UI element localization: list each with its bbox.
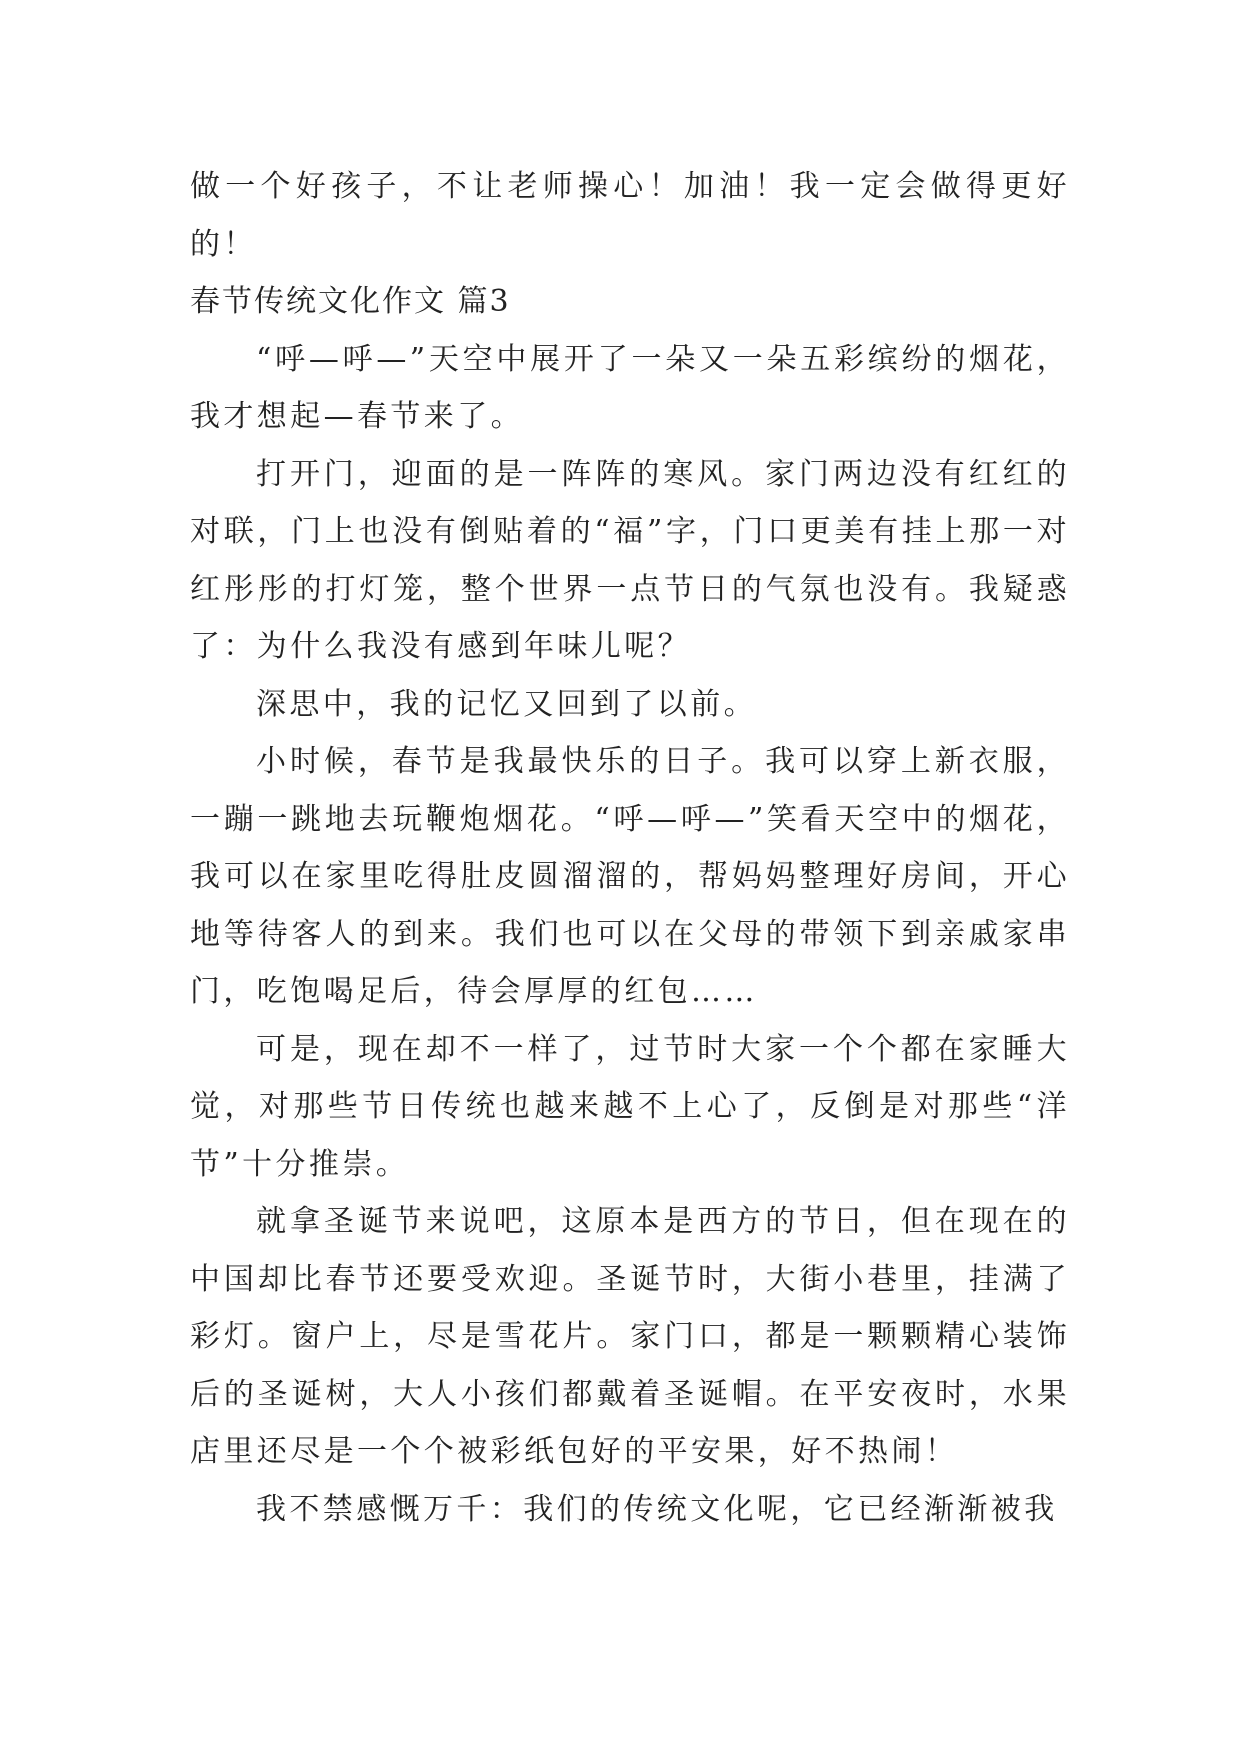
lead-paragraph: 做一个好孩子，不让老师操心！加油！我一定会做得更好的！ (190, 169, 1070, 262)
paragraph: 我不禁感慨万千：我们的传统文化呢，它已经渐渐被我 (256, 1491, 1058, 1527)
paragraph: 就拿圣诞节来说吧，这原本是西方的节日，但在现在的中国却比春节还要受欢迎。圣诞节时，大街小巷里，挂满了彩灯。窗户上，尽是雪花片。家门口，都是一颗颗精心装饰后的圣诞树，大人小孩们都戴着圣诞帽。在平安夜时，水果店里还尽是一个个被彩纸包好的平安果，好不热闹！ (190, 1204, 1070, 1469)
section-heading: 春节传统文化作文 篇3 (190, 284, 511, 319)
paragraph: 可是，现在却不一样了，过节时大家一个个都在家睡大觉，对那些节日传统也越来越不上心了，反倒是对那些“洋节”十分推崇。 (190, 1031, 1070, 1182)
paragraph: 小时候，春节是我最快乐的日子。我可以穿上新衣服，一蹦一跳地去玩鞭炮烟花。“呼—呼—”笑看天空中的烟花，我可以在家里吃得肚皮圆溜溜的，帮妈妈整理好房间，开心地等待客人的到来。我们也可以在父母的带领下到亲戚家串门，吃饱喝足后，待会厚厚的红包…… (190, 744, 1070, 1009)
document-body (190, 158, 1070, 1538)
paragraph: 打开门，迎面的是一阵阵的寒风。家门两边没有红红的对联，门上也没有倒贴着的“福”字，门口更美有挂上那一对红彤彤的打灯笼，整个世界一点节日的气氛也没有。我疑惑了：为什么我没有感到年味儿呢？ (190, 456, 1070, 664)
paragraph: 深思中，我的记忆又回到了以前。 (256, 686, 757, 722)
paragraph: “呼—呼—”天空中展开了一朵又一朵五彩缤纷的烟花，我才想起—春节来了。 (190, 341, 1070, 434)
